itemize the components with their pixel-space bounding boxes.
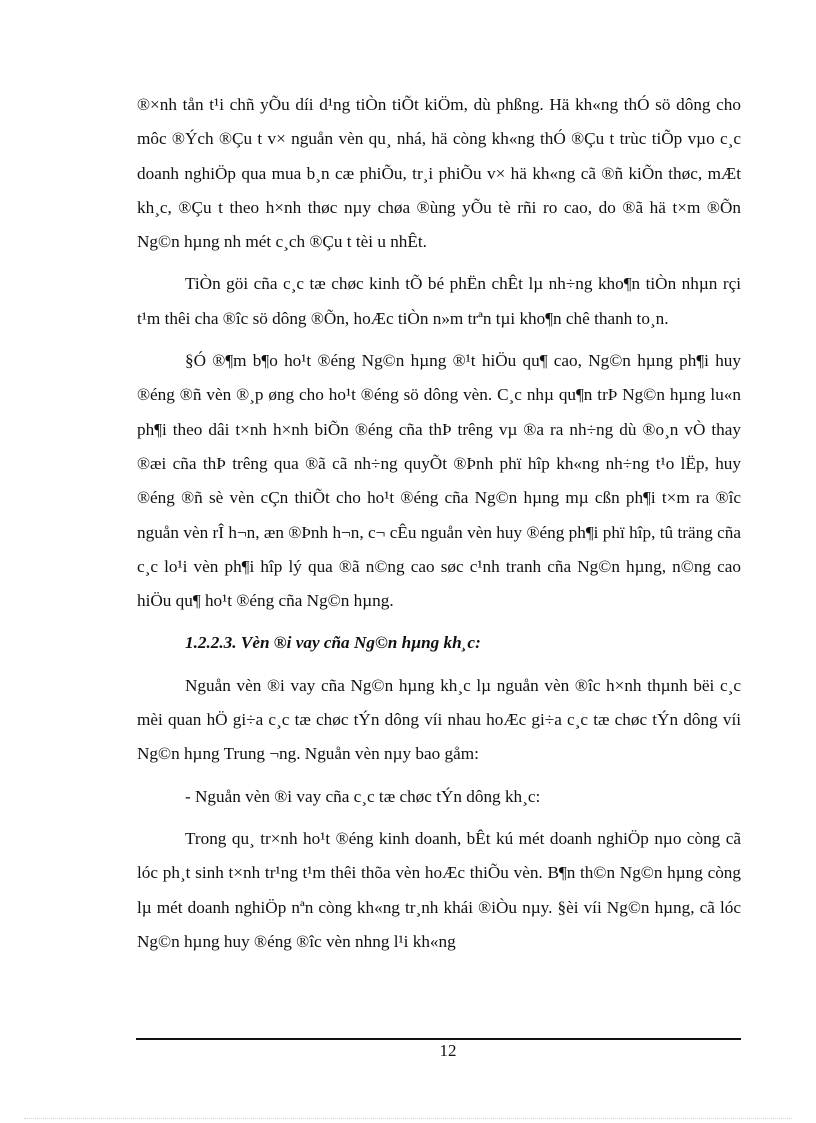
section-heading: 1.2.2.3. Vèn ®i vay cña Ng©n hµng kh¸c: bbox=[185, 633, 481, 653]
paragraph-3: §Ó ®¶m b¶o ho¹t ®éng Ng©n hµng ®¹t hiÖu qu¶ cao, Ng©n hµng ph¶i huy ®éng ®ñ vèn ®¸p øng cho ho¹t ®éng sö dông vèn. C¸c nhµ qu¶n trÞ Ng©n hµng lu«n ph¶i theo dâi t×nh h×nh biÕn ®éng cña thÞ trêng vµ ®a ra nh÷ng dù ®o¸n vÒ thay ®æi cña thÞ trêng qua ®ã cã nh÷ng quyÕt ®Þnh phï hîp kh«ng nh÷ng t¹o lËp, huy ®éng ®ñ sè vèn cÇn thiÕt cho ho¹t ®éng cña Ng©n hµng mµ cßn ph¶i t×m ra ®îc nguån vèn rÎ h¬n, æn ®Þnh h¬n, c¬ cÊu nguån vèn huy ®éng ph¶i phï hîp, tû träng cña c¸c lo¹i vèn ph¶i hîp lý qua ®ã n©ng cao søc c¹nh tranh cña Ng©n hµng, n©ng cao hiÖu qu¶ ho¹t ®éng cña Ng©n hµng. bbox=[137, 351, 741, 611]
paragraph-5: Trong qu¸ tr×nh ho¹t ®éng kinh doanh, bÊt kú mét doanh nghiÖp nµo còng cã lóc ph¸t sinh t×nh tr¹ng t¹m thêi thõa vèn hoÆc thiÕu vèn. B¶n th©n Ng©n hµng còng lµ mét doanh nghiÖp nªn còng kh«ng tr¸nh khái ®iÒu nµy. §èi víi Ng©n hµng, cã lóc Ng©n hµng huy ®éng ®îc vèn nhng l¹i kh«ng bbox=[137, 828, 741, 951]
footer-rule bbox=[136, 1038, 741, 1040]
page-bottom-divider bbox=[24, 1118, 792, 1119]
paragraph-1: ®×nh tån t¹i chñ yÕu díi d¹ng tiÒn tiÕt kiÖm, dù phßng. Hä kh«ng thÓ sö dông cho môc ®Ých ®Çu t v× nguån vèn qu¸ nhá, hä còng kh«ng thÓ ®Çu t trùc tiÕp vµo c¸c doanh nghiÖp qua mua b¸n cæ phiÕu, tr¸i phiÕu v× hä kh«ng cã ®ñ kiÕn thøc, mÆt kh¸c, ®Çu t theo h×nh thøc nµy chøa ®ùng yÕu tè rñi ro cao, do ®ã hä t×m ®Õn Ng©n hµng nh mét c¸ch ®Çu t tèi u nhÊt. bbox=[137, 95, 741, 252]
body-text bbox=[137, 88, 741, 967]
paragraph-4: Nguån vèn ®i vay cña Ng©n hµng kh¸c lµ nguån vèn ®îc h×nh thµnh bëi c¸c mèi quan hÖ gi÷a c¸c tæ chøc tÝn dông víi nhau hoÆc gi÷a c¸c tæ chøc tÝn dông víi Ng©n hµng Trung ¬ng. Nguån vèn nµy bao gåm: bbox=[137, 675, 741, 764]
page-number: 12 bbox=[439, 1041, 457, 1060]
paragraph-2: TiÒn göi cña c¸c tæ chøc kinh tÕ bé phËn chÊt lµ nh÷ng kho¶n tiÒn nhµn rçi t¹m thêi cha ®îc sö dông ®Õn, hoÆc tiÒn n»m trªn tµi kho¶n chê thanh to¸n. bbox=[137, 274, 741, 328]
list-item: - Nguån vèn ®i vay cña c¸c tæ chøc tÝn dông kh¸c: bbox=[185, 786, 541, 806]
